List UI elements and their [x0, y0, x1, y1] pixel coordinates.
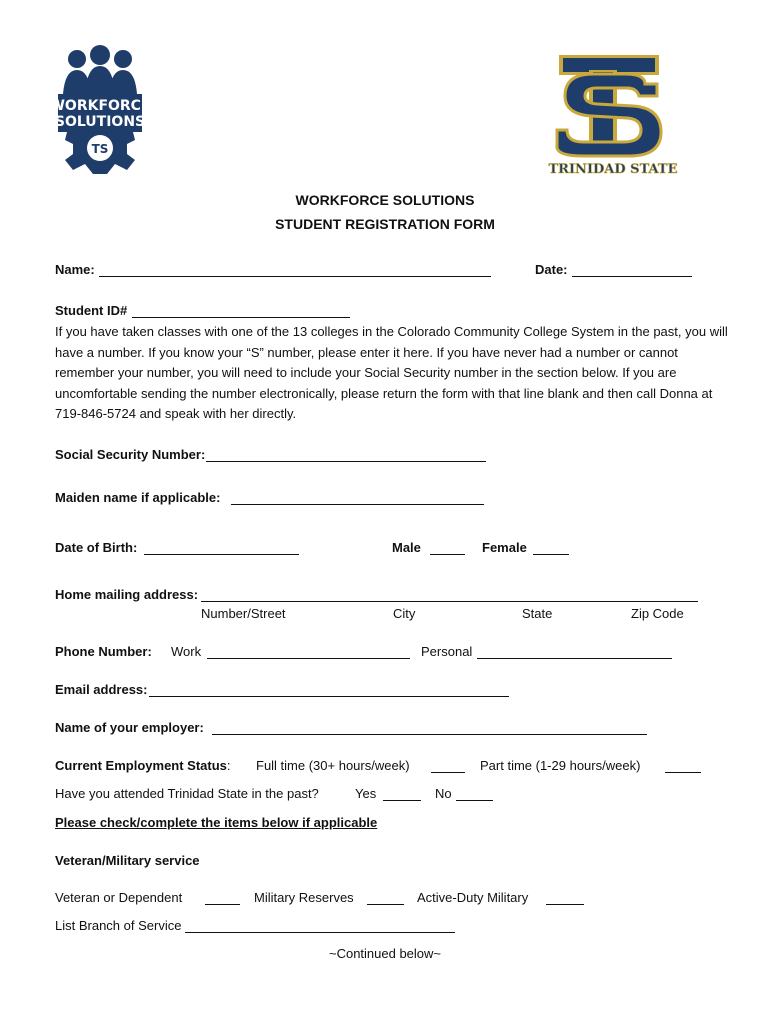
phone-label: Phone Number:	[55, 644, 152, 659]
maiden-name-label: Maiden name if applicable:	[55, 490, 221, 505]
attended-no-field[interactable]	[456, 800, 493, 801]
email-field[interactable]	[149, 696, 509, 697]
dob-field[interactable]	[144, 554, 299, 555]
address-sub-street: Number/Street	[201, 606, 286, 621]
full-time-field[interactable]	[431, 772, 465, 773]
email-label: Email address:	[55, 682, 148, 697]
student-id-label: Student ID#	[55, 303, 128, 318]
logo-text-solutions: SOLUTIONS	[54, 114, 146, 130]
part-time-field[interactable]	[665, 772, 701, 773]
military-reserves-field[interactable]	[367, 904, 404, 905]
male-field[interactable]	[430, 554, 465, 555]
ssn-label: Social Security Number:	[55, 447, 206, 462]
attended-no-label: No	[435, 786, 452, 801]
trinidad-state-logo	[548, 52, 678, 177]
veteran-dependent-label: Veteran or Dependent	[55, 890, 183, 905]
active-duty-field[interactable]	[546, 904, 584, 905]
maiden-name-field[interactable]	[231, 504, 484, 505]
continued-note: ~Continued below~	[328, 946, 442, 961]
phone-work-field[interactable]	[207, 658, 410, 659]
address-label: Home mailing address:	[55, 587, 199, 602]
active-duty-label: Active-Duty Military	[417, 890, 529, 905]
branch-field[interactable]	[185, 932, 455, 933]
logo-text-workforce: WORKFORCE	[49, 98, 151, 114]
address-sub-city: City	[393, 606, 416, 621]
phone-work-label: Work	[171, 644, 202, 659]
veteran-heading: Veteran/Military service	[55, 853, 200, 868]
address-field[interactable]	[201, 601, 698, 602]
branch-label: List Branch of Service	[55, 918, 182, 933]
attended-yes-field[interactable]	[383, 800, 421, 801]
address-sub-state: State	[522, 606, 553, 621]
address-sub-zip: Zip Code	[631, 606, 684, 621]
attended-yes-label: Yes	[355, 786, 377, 801]
date-label: Date:	[535, 262, 568, 277]
female-label: Female	[482, 540, 527, 555]
attended-question: Have you attended Trinidad State in the past?	[55, 786, 319, 801]
form-header-line1: WORKFORCE SOLUTIONS	[295, 192, 475, 208]
logo-text-trinidad-state: TRINIDAD STATE	[548, 162, 678, 177]
phone-personal-field[interactable]	[477, 658, 672, 659]
male-label: Male	[392, 540, 421, 555]
student-id-field[interactable]	[132, 317, 350, 318]
military-reserves-label: Military Reserves	[254, 890, 354, 905]
ssn-field[interactable]	[206, 461, 486, 462]
logo-monogram: TS	[91, 142, 109, 156]
check-items-heading: Please check/complete the items below if applicable	[55, 815, 378, 830]
dob-label: Date of Birth:	[55, 540, 138, 555]
student-id-note: If you have taken classes with one of the 13 colleges in the Colorado Community College System in the past, you will have a number. If you know your “S” number, please enter it here. If you have never had a number or cannot remember your number, you will need to include your Social Security number in the section below. If you are uncomfortable sending the number electronically, please return the form with that line blank and then call Donna at 719-846-5724 and speak with her directly.	[55, 324, 728, 421]
part-time-label: Part time (1-29 hours/week)	[480, 758, 641, 773]
form-header-line2: STUDENT REGISTRATION FORM	[275, 216, 495, 232]
employment-status-label: Current Employment Status:	[55, 758, 231, 773]
female-field[interactable]	[533, 554, 569, 555]
full-time-label: Full time (30+ hours/week)	[256, 758, 410, 773]
date-field[interactable]	[572, 276, 692, 277]
employer-label: Name of your employer:	[55, 720, 204, 735]
employer-field[interactable]	[212, 734, 647, 735]
name-label: Name:	[55, 262, 95, 277]
phone-personal-label: Personal	[421, 644, 473, 659]
workforce-solutions-logo	[49, 44, 151, 180]
name-field[interactable]	[99, 276, 491, 277]
veteran-dependent-field[interactable]	[205, 904, 240, 905]
